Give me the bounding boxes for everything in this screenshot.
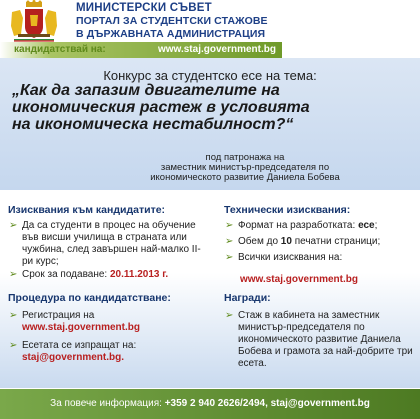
volume-value: 10 bbox=[280, 236, 292, 247]
left-column bbox=[0, 196, 214, 388]
bullet-arrow-icon: ➢ bbox=[225, 236, 234, 247]
bullet-arrow-icon: ➢ bbox=[9, 269, 18, 280]
volume-label: Обем до bbox=[238, 236, 279, 247]
technical-list bbox=[224, 220, 416, 265]
award-description: Стаж в кабинета на заместник министър-председателя по икономическото развитие Даниела Бобева и грамота за най-добрите три есета. bbox=[238, 310, 413, 369]
essay-topic-title: „Как да запазим двигателите на икономическия растеж в условията на икономическа нестабилност?“ bbox=[12, 82, 310, 133]
awards-title: Награди: bbox=[224, 292, 271, 304]
registration-label: Регистрация на bbox=[22, 310, 95, 321]
patron-line-1: под патронажа на bbox=[205, 152, 285, 163]
apply-url-link[interactable]: www.staj.government.bg bbox=[158, 44, 276, 55]
procedure-list bbox=[8, 310, 208, 365]
list-item bbox=[224, 252, 416, 264]
list-item bbox=[8, 220, 208, 268]
bullet-arrow-icon: ➢ bbox=[9, 310, 18, 321]
deadline-date: 20.11.2013 г. bbox=[109, 269, 169, 280]
submission-email-link[interactable]: staj@government.bg. bbox=[22, 352, 124, 363]
list-item bbox=[8, 269, 208, 281]
footer-label: За повече информация: bbox=[50, 398, 162, 409]
requirements-link[interactable]: www.staj.government.bg bbox=[240, 274, 358, 285]
list-item bbox=[8, 340, 208, 364]
list-item bbox=[224, 220, 416, 232]
org-line-3: В ДЪРЖАВНАТА АДМИНИСТРАЦИЯ bbox=[76, 28, 266, 40]
org-line-1: МИНИСТЕРСКИ СЪВЕТ bbox=[76, 2, 212, 14]
patron-line-2: заместник министър-председателя по bbox=[160, 162, 330, 173]
bullet-arrow-icon: ➢ bbox=[225, 252, 234, 263]
right-column bbox=[214, 196, 420, 388]
list-item bbox=[224, 236, 416, 248]
format-suffix: ; bbox=[374, 220, 378, 231]
org-line-2: ПОРТАЛ ЗА СТУДЕНТСКИ СТАЖОВЕ bbox=[76, 15, 268, 27]
footer-contact-info[interactable]: +359 2 940 2626/2494, staj@government.bg bbox=[164, 398, 370, 409]
footer-contacts bbox=[0, 398, 420, 409]
technical-title: Технически изисквания: bbox=[224, 204, 351, 216]
requirement-student: Да са студенти в процес на обучение във висши училища в страната или чужбина, след завършен най-малко ІІ-ри курс; bbox=[22, 220, 201, 267]
registration-link[interactable]: www.staj.government.bg bbox=[22, 322, 140, 333]
patron-line-3: икономическото развитие Даниела Бобева bbox=[150, 172, 340, 183]
header bbox=[0, 0, 420, 44]
bullet-arrow-icon: ➢ bbox=[225, 310, 234, 321]
awards-list bbox=[224, 310, 418, 371]
bullet-arrow-icon: ➢ bbox=[9, 220, 18, 231]
patronage-text bbox=[150, 153, 340, 183]
organization-name bbox=[76, 2, 268, 41]
volume-suffix: печатни страници; bbox=[294, 236, 381, 247]
all-requirements-label: Всички изисквания на: bbox=[238, 252, 343, 263]
contest-intro: Конкурс за студентско есе на тема: bbox=[103, 68, 317, 83]
submission-label: Есетата се изпращат на: bbox=[22, 340, 137, 351]
apply-label: кандидатствай на: bbox=[14, 44, 106, 55]
bullet-arrow-icon: ➢ bbox=[225, 220, 234, 231]
format-value: есе bbox=[358, 220, 375, 231]
format-label: Формат на разработката: bbox=[238, 220, 356, 231]
procedure-title: Процедура по кандидатстване: bbox=[8, 292, 171, 304]
requirements-title: Изисквания към кандидатите: bbox=[8, 204, 166, 216]
bullet-arrow-icon: ➢ bbox=[9, 340, 18, 351]
deadline-label: Срок за подаване: bbox=[22, 269, 108, 280]
bulgarian-coat-of-arms-icon bbox=[6, 0, 62, 44]
requirements-list bbox=[8, 220, 208, 282]
list-item bbox=[8, 310, 208, 334]
list-item bbox=[224, 310, 418, 370]
